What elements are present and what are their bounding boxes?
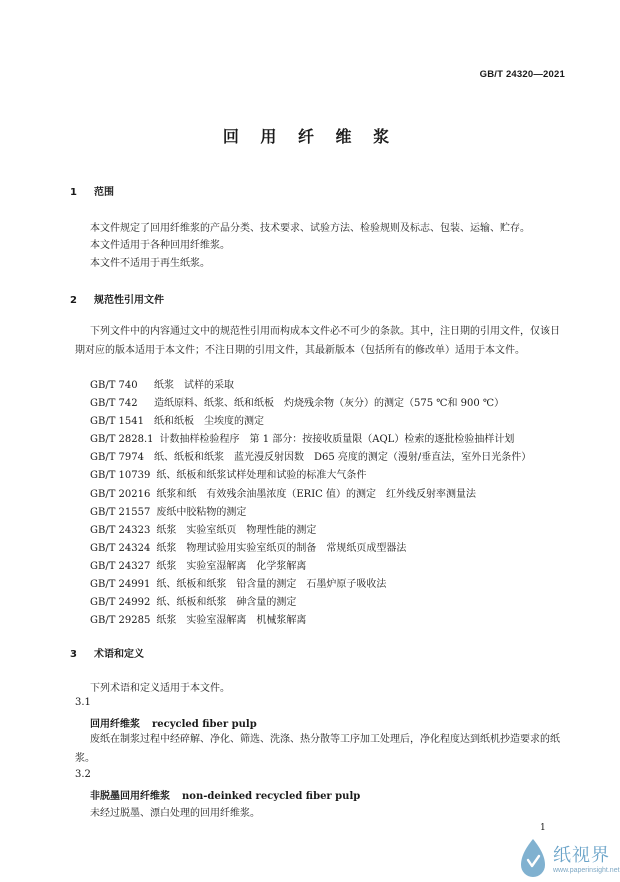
reference-item	[90, 431, 531, 449]
reference-code: GB/T 24324	[90, 542, 151, 554]
reference-title: 计数抽样检验程序 第 1 部分：按接收质量限（AQL）检索的逐批检验抽样计划	[159, 434, 515, 446]
term-definition: 未经过脱墨、漂白处理的回用纤维浆。	[90, 808, 260, 819]
page-number: 1	[540, 823, 546, 833]
reference-title: 纸浆 实验室湿解离 化学浆解离	[156, 560, 307, 572]
reference-title: 废纸中胶粘物的测定	[156, 506, 247, 518]
reference-code: GB/T 1541	[90, 416, 145, 428]
reference-title: 纸浆 实验室湿解离 机械浆解离	[156, 615, 307, 627]
reference-title: 纸浆 物理试验用实验室纸页的制备 常规纸页成型器法	[156, 542, 407, 554]
reference-code: GB/T 10739	[90, 470, 151, 482]
reference-item	[90, 594, 531, 612]
term-zh: 回用纤维浆	[90, 719, 140, 730]
reference-code: GB/T 7974	[90, 452, 145, 464]
reference-code: GB/T 29285	[90, 615, 151, 627]
paragraph: 本文件规定了回用纤维浆的产品分类、技术要求、试验方法、检验规则及标志、包装、运输、贮存。	[90, 223, 530, 234]
term-definition: 废纸在制浆过程中经碎解、净化、筛选、洗涤、热分散等工序加工处理后，净化程度达到纸机抄造要求的纸浆。	[75, 734, 560, 764]
reference-code: GB/T 2828.1	[90, 434, 154, 446]
section-2-heading	[70, 291, 164, 306]
term-en: non-deinked recycled fiber pulp	[182, 791, 361, 802]
reference-item	[90, 522, 531, 540]
reference-code: GB/T 24327	[90, 560, 151, 572]
reference-title: 纸、纸板和纸浆 砷含量的测定	[156, 597, 297, 609]
section-3-heading	[70, 645, 144, 660]
reference-item	[90, 413, 531, 431]
reference-code: GB/T 24992	[90, 597, 151, 609]
reference-title: 纸、纸板和纸浆 铅含量的测定 石墨炉原子吸收法	[156, 579, 387, 591]
logo-url: www.paperinsight.net	[553, 867, 620, 874]
section-1-heading	[70, 183, 114, 198]
section-2-intro: 下列文件中的内容通过文中的规范性引用而构成本文件必不可少的条款。其中，注日期的引用文件，仅该日期对应的版本适用于本文件；不注日期的引用文件，其最新版本（包括所有的修改单）适用于本文件。	[75, 326, 560, 356]
reference-item	[90, 540, 531, 558]
paragraph: 本文件不适用于再生纸浆。	[90, 258, 210, 269]
section-3-intro: 下列术语和定义适用于本文件。	[90, 683, 230, 694]
reference-title: 纸和纸板 尘埃度的测定	[154, 416, 264, 428]
reference-code: GB/T 24991	[90, 579, 151, 591]
reference-item	[90, 449, 531, 467]
logo-name: 纸视界	[553, 845, 610, 866]
term-heading	[90, 787, 360, 802]
term-number: 3.1	[75, 697, 91, 708]
reference-item	[90, 486, 531, 504]
reference-item	[90, 576, 531, 594]
reference-code: GB/T 21557	[90, 506, 151, 518]
paragraph: 本文件适用于各种回用纤维浆。	[90, 240, 230, 251]
reference-title: 纸浆和纸 有效残余油墨浓度（ERIC 值）的测定 红外线反射率测量法	[156, 488, 476, 500]
reference-item	[90, 558, 531, 576]
reference-item	[90, 504, 531, 522]
reference-list	[90, 377, 531, 630]
reference-title: 造纸原料、纸浆、纸和纸板 灼烧残余物（灰分）的测定（575 ℃和 900 ℃）	[154, 398, 505, 410]
document-title: 回 用 纤 维 浆	[222, 127, 398, 146]
reference-title: 纸、纸板和纸浆 蓝光漫反射因数 D65 亮度的测定（漫射/垂直法，室外日光条件）	[154, 452, 532, 464]
reference-item	[90, 377, 531, 395]
reference-title: 纸浆 试样的采取	[154, 380, 234, 391]
section-number: 2	[70, 295, 77, 306]
reference-item	[90, 612, 531, 630]
reference-title: 纸、纸板和纸浆试样处理和试验的标准大气条件	[156, 470, 367, 482]
section-title: 范围	[94, 187, 114, 198]
section-number: 3	[70, 649, 77, 660]
reference-item	[90, 467, 531, 485]
reference-code: GB/T 24323	[90, 524, 151, 536]
section-title: 术语和定义	[94, 649, 144, 660]
section-number: 1	[70, 187, 77, 198]
reference-title: 纸浆 实验室纸页 物理性能的测定	[156, 524, 317, 536]
reference-code: GB/T 20216	[90, 488, 151, 500]
site-logo	[515, 836, 620, 882]
reference-code: GB/T 742	[90, 398, 138, 410]
paperinsight-logo-icon	[515, 836, 551, 878]
reference-code: GB/T 740	[90, 380, 138, 391]
section-title: 规范性引用文件	[94, 295, 164, 306]
term-zh: 非脱墨回用纤维浆	[90, 791, 170, 802]
term-en: recycled fiber pulp	[152, 719, 257, 730]
term-heading	[90, 715, 257, 730]
reference-item	[90, 395, 531, 413]
term-number: 3.2	[75, 769, 91, 780]
standard-code: GB/T 24320—2021	[479, 69, 565, 80]
